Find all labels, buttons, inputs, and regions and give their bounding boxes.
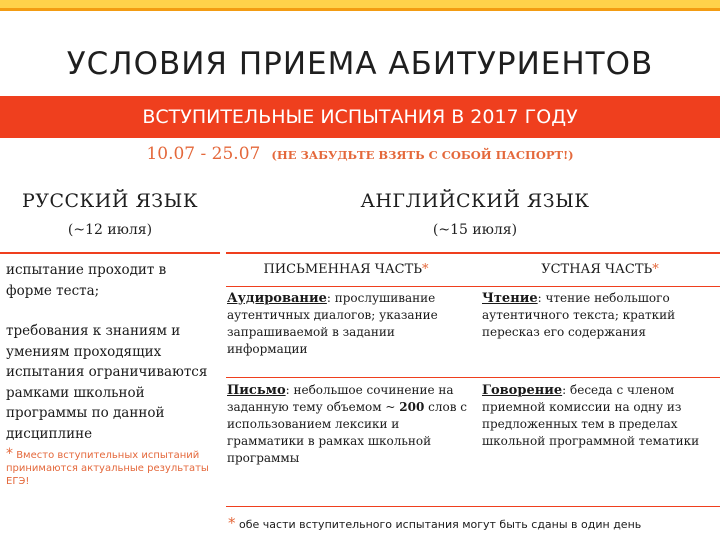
exam-banner: ВСТУПИТЕЛЬНЫЕ ИСПЫТАНИЯ В 2017 ГОДУ xyxy=(0,96,720,138)
russian-details xyxy=(6,260,216,488)
exam-dates xyxy=(0,144,720,164)
reading-cell xyxy=(482,290,716,341)
top-decor-bar xyxy=(0,0,720,8)
writing-text-end: слов с использованием лексики и грамматики в рамках школьной программы xyxy=(227,400,468,465)
english-title: АНГЛИЙСКИЙ ЯЗЫК xyxy=(360,190,590,212)
table-line-2 xyxy=(226,377,720,378)
russian-divider xyxy=(0,252,220,254)
speaking-text: : беседа с членом приемной комиссии на одну из предложенных тем в пределах школьной программной тематики xyxy=(482,383,700,448)
russian-ege-note xyxy=(6,448,216,488)
speaking-cell xyxy=(482,382,716,450)
top-decor-stripe xyxy=(0,8,720,11)
oral-part-heading xyxy=(480,262,720,277)
page-title: УСЛОВИЯ ПРИЕМА АБИТУРИЕНТОВ xyxy=(66,46,654,82)
english-header xyxy=(230,190,720,238)
russian-requirements-text: требования к знаниям и умениям проходящих испытания ограничиваются рамками школьной программы по данной дисциплине xyxy=(6,323,208,442)
passport-reminder: (НЕ ЗАБУДЬТЕ ВЗЯТЬ С СОБОЙ ПАСПОРТ!) xyxy=(271,148,574,162)
listening-cell xyxy=(227,290,473,358)
exam-date-range: 10.07 - 25.07 xyxy=(146,144,261,164)
reading-term: Чтение xyxy=(482,291,538,306)
russian-ege-note-text: Вместо вступительных испытаний принимаются актуальные результаты ЕГЭ! xyxy=(6,450,209,487)
table-line-1 xyxy=(226,286,720,287)
writing-text-start: : небольшое сочинение на заданную тему объемом ~ xyxy=(227,383,454,414)
writing-term: Письмо xyxy=(227,383,286,398)
reading-text: : чтение небольшого аутентичного текста; краткий пересказ его содержания xyxy=(482,291,676,339)
listening-text: : прослушивание аутентичных диалогов; указание запрашиваемой в задании информации xyxy=(227,291,438,356)
oral-part-label: УСТНАЯ ЧАСТЬ xyxy=(541,262,653,277)
russian-format-text: испытание проходит в форме теста; xyxy=(6,262,167,299)
note-asterisk: * xyxy=(6,446,13,462)
oral-part-asterisk: * xyxy=(652,262,659,277)
written-part-heading xyxy=(226,262,466,277)
footnote-asterisk: * xyxy=(228,514,236,532)
english-divider xyxy=(226,252,720,254)
russian-header xyxy=(0,190,220,238)
table-line-3 xyxy=(226,506,720,507)
russian-date: (~12 июля) xyxy=(67,222,153,238)
writing-cell xyxy=(227,382,473,467)
english-date: (~15 июля) xyxy=(432,222,518,238)
written-part-label: ПИСЬМЕННАЯ ЧАСТЬ xyxy=(263,262,423,277)
writing-word-count: 200 xyxy=(399,400,425,414)
written-part-asterisk: * xyxy=(422,262,429,277)
speaking-term: Говорение xyxy=(482,383,563,398)
english-footnote xyxy=(228,514,718,532)
russian-title: РУССКИЙ ЯЗЫК xyxy=(21,190,199,212)
english-footnote-text: обе части вступительного испытания могут быть сданы в один день xyxy=(239,518,642,531)
listening-term: Аудирование xyxy=(227,291,327,306)
